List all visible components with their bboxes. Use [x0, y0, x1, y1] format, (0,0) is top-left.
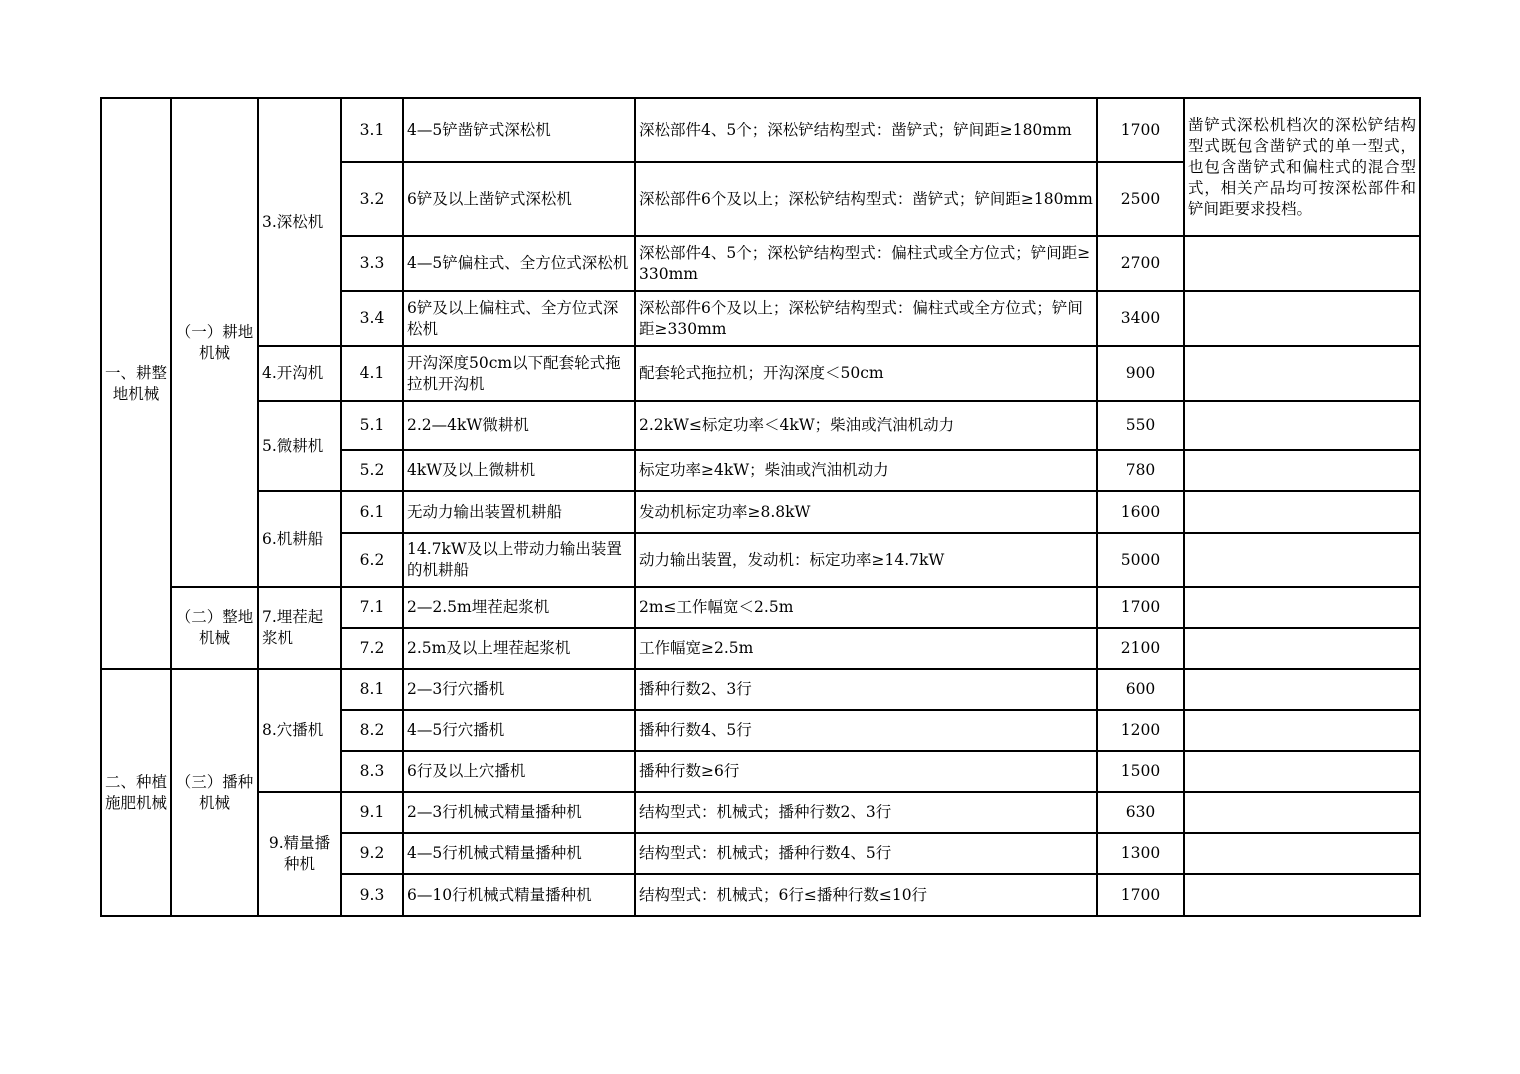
item-spec: 播种行数4、5行: [635, 710, 1097, 751]
item-spec: 播种行数≥6行: [635, 751, 1097, 792]
item-spec: 结构型式：机械式；播种行数2、3行: [635, 792, 1097, 833]
item-amount: 900: [1097, 346, 1184, 401]
item-code: 9.1: [341, 792, 403, 833]
item-name: 2—3行穴播机: [403, 669, 635, 710]
item-name: 2—2.5m埋茬起浆机: [403, 587, 635, 628]
item-code: 5.2: [341, 450, 403, 491]
table-row: [101, 346, 1420, 401]
item-name: 2.2—4kW微耕机: [403, 401, 635, 450]
note-cell-empty: [1184, 751, 1420, 792]
table-row: [101, 669, 1420, 710]
note-cell-empty: [1184, 346, 1420, 401]
item-code: 8.2: [341, 710, 403, 751]
item-name: 4—5行机械式精量播种机: [403, 833, 635, 874]
item-spec: 动力输出装置，发动机：标定功率≥14.7kW: [635, 533, 1097, 587]
note-cell: 凿铲式深松机档次的深松铲结构型式既包含凿铲式的单一型式，也包含凿铲式和偏柱式的混合型式，相关产品均可按深松部件和铲间距要求投档。: [1184, 98, 1420, 236]
item-name: 6铲及以上偏柱式、全方位式深松机: [403, 291, 635, 346]
item-name: 14.7kW及以上带动力输出装置的机耕船: [403, 533, 635, 587]
note-cell-empty: [1184, 450, 1420, 491]
item-name: 2—3行机械式精量播种机: [403, 792, 635, 833]
item-spec: 播种行数2、3行: [635, 669, 1097, 710]
item-name: 6行及以上穴播机: [403, 751, 635, 792]
group-cell: 9.精量播种机: [258, 792, 341, 916]
note-cell-empty: [1184, 291, 1420, 346]
table-row: [101, 98, 1420, 162]
group-cell: 6.机耕船: [258, 491, 341, 587]
item-amount: 2500: [1097, 162, 1184, 236]
item-code: 4.1: [341, 346, 403, 401]
group-cell: 5.微耕机: [258, 401, 341, 491]
item-amount: 780: [1097, 450, 1184, 491]
item-name: 6铲及以上凿铲式深松机: [403, 162, 635, 236]
note-cell-empty: [1184, 628, 1420, 669]
item-amount: 1700: [1097, 98, 1184, 162]
note-cell-empty: [1184, 587, 1420, 628]
item-name: 无动力输出装置机耕船: [403, 491, 635, 533]
item-spec: 深松部件4、5个；深松铲结构型式：凿铲式；铲间距≥180mm: [635, 98, 1097, 162]
group-cell: 4.开沟机: [258, 346, 341, 401]
item-amount: 550: [1097, 401, 1184, 450]
item-code: 3.2: [341, 162, 403, 236]
subcategory-cell: （一）耕地机械: [171, 98, 258, 587]
item-name: 4—5行穴播机: [403, 710, 635, 751]
item-code: 7.2: [341, 628, 403, 669]
note-cell-empty: [1184, 533, 1420, 587]
note-cell-empty: [1184, 491, 1420, 533]
item-code: 9.2: [341, 833, 403, 874]
item-name: 4—5铲凿铲式深松机: [403, 98, 635, 162]
item-amount: 2100: [1097, 628, 1184, 669]
subcategory-cell: （三）播种机械: [171, 669, 258, 916]
group-cell: 3.深松机: [258, 98, 341, 346]
item-amount: 1500: [1097, 751, 1184, 792]
item-amount: 5000: [1097, 533, 1184, 587]
note-cell-empty: [1184, 792, 1420, 833]
item-name: 开沟深度50cm以下配套轮式拖拉机开沟机: [403, 346, 635, 401]
item-amount: 1200: [1097, 710, 1184, 751]
table-row: [101, 792, 1420, 833]
item-code: 9.3: [341, 874, 403, 916]
table-row: [101, 587, 1420, 628]
item-amount: 1600: [1097, 491, 1184, 533]
item-code: 3.1: [341, 98, 403, 162]
item-name: 6—10行机械式精量播种机: [403, 874, 635, 916]
item-spec: 2m≤工作幅宽＜2.5m: [635, 587, 1097, 628]
item-spec: 发动机标定功率≥8.8kW: [635, 491, 1097, 533]
group-cell: 7.埋茬起浆机: [258, 587, 341, 669]
item-amount: 600: [1097, 669, 1184, 710]
table-row: [101, 401, 1420, 450]
note-cell-empty: [1184, 236, 1420, 291]
note-cell-empty: [1184, 401, 1420, 450]
note-cell-empty: [1184, 710, 1420, 751]
item-code: 8.3: [341, 751, 403, 792]
item-amount: 2700: [1097, 236, 1184, 291]
subsidy-table: [100, 97, 1421, 917]
item-spec: 结构型式：机械式；6行≤播种行数≤10行: [635, 874, 1097, 916]
note-cell-empty: [1184, 874, 1420, 916]
item-code: 8.1: [341, 669, 403, 710]
group-cell: 8.穴播机: [258, 669, 341, 792]
item-spec: 深松部件4、5个；深松铲结构型式：偏柱式或全方位式；铲间距≥330mm: [635, 236, 1097, 291]
item-name: 4kW及以上微耕机: [403, 450, 635, 491]
item-code: 3.3: [341, 236, 403, 291]
item-spec: 标定功率≥4kW；柴油或汽油机动力: [635, 450, 1097, 491]
item-code: 7.1: [341, 587, 403, 628]
item-amount: 1700: [1097, 587, 1184, 628]
note-cell-empty: [1184, 833, 1420, 874]
item-amount: 3400: [1097, 291, 1184, 346]
category-cell: 一、耕整地机械: [101, 98, 171, 669]
note-cell-empty: [1184, 669, 1420, 710]
item-spec: 配套轮式拖拉机；开沟深度＜50cm: [635, 346, 1097, 401]
item-amount: 1300: [1097, 833, 1184, 874]
item-spec: 深松部件6个及以上；深松铲结构型式：偏柱式或全方位式；铲间距≥330mm: [635, 291, 1097, 346]
item-name: 2.5m及以上埋茬起浆机: [403, 628, 635, 669]
category-cell: 二、种植施肥机械: [101, 669, 171, 916]
item-spec: 2.2kW≤标定功率＜4kW；柴油或汽油机动力: [635, 401, 1097, 450]
subcategory-cell: （二）整地机械: [171, 587, 258, 669]
item-code: 6.1: [341, 491, 403, 533]
item-amount: 1700: [1097, 874, 1184, 916]
item-code: 5.1: [341, 401, 403, 450]
table-row: [101, 491, 1420, 533]
item-spec: 深松部件6个及以上；深松铲结构型式：凿铲式；铲间距≥180mm: [635, 162, 1097, 236]
item-name: 4—5铲偏柱式、全方位式深松机: [403, 236, 635, 291]
item-code: 3.4: [341, 291, 403, 346]
item-amount: 630: [1097, 792, 1184, 833]
item-spec: 工作幅宽≥2.5m: [635, 628, 1097, 669]
item-spec: 结构型式：机械式；播种行数4、5行: [635, 833, 1097, 874]
item-code: 6.2: [341, 533, 403, 587]
